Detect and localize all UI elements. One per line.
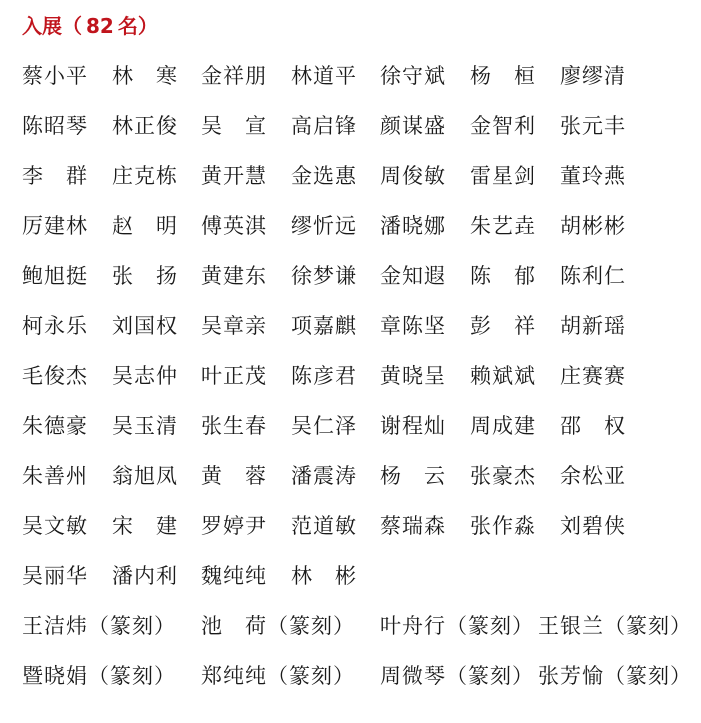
participant-name: 张生春 — [201, 414, 267, 438]
seal-carving-participant: 王银兰（篆刻） — [538, 614, 692, 638]
participant-name: 朱艺垚 — [470, 214, 536, 238]
participant-name: 雷星剑 — [470, 164, 536, 188]
participant-name: 厉建林 — [22, 214, 88, 238]
name-row — [22, 511, 692, 561]
name-grid — [22, 61, 692, 711]
participant-name: 潘晓娜 — [380, 214, 446, 238]
participant-name: 叶正茂 — [201, 364, 267, 388]
participant-name: 杨 云 — [380, 464, 446, 488]
participant-name: 黄 蓉 — [201, 464, 267, 488]
participant-name: 吴仁泽 — [291, 414, 357, 438]
participant-name: 鲍旭挺 — [22, 264, 88, 288]
participant-name: 缪忻远 — [291, 214, 357, 238]
participant-name: 潘内利 — [112, 564, 178, 588]
name-row — [22, 161, 692, 211]
participant-name: 吴丽华 — [22, 564, 88, 588]
name-row — [22, 411, 692, 461]
participant-name: 林 彬 — [291, 564, 357, 588]
participant-name: 张作淼 — [470, 514, 536, 538]
participant-name: 宋 建 — [112, 514, 178, 538]
participant-name: 周俊敏 — [380, 164, 446, 188]
title-label: 入展（ — [22, 14, 82, 38]
participant-name: 徐守斌 — [380, 64, 446, 88]
participant-name: 金选惠 — [291, 164, 357, 188]
seal-carving-participant: 郑纯纯（篆刻） — [201, 664, 355, 688]
participant-name: 黄开慧 — [201, 164, 267, 188]
participant-name: 范道敏 — [291, 514, 357, 538]
participant-name: 毛俊杰 — [22, 364, 88, 388]
participant-name: 颜谋盛 — [380, 114, 446, 138]
name-row — [22, 211, 692, 261]
participant-name: 项嘉麒 — [291, 314, 357, 338]
participant-name: 徐梦谦 — [291, 264, 357, 288]
participant-name: 吴 宣 — [201, 114, 267, 138]
seal-carving-row — [22, 661, 692, 711]
name-row — [22, 261, 692, 311]
participant-name: 董玲燕 — [560, 164, 626, 188]
title-unit: 名） — [117, 14, 158, 38]
participant-name: 魏纯纯 — [201, 564, 267, 588]
name-row — [22, 361, 692, 411]
participant-name: 翁旭凤 — [112, 464, 178, 488]
participant-name: 高启锋 — [291, 114, 357, 138]
seal-carving-participant: 池 荷（篆刻） — [201, 614, 355, 638]
participant-name: 谢程灿 — [380, 414, 446, 438]
participant-name: 林 寒 — [112, 64, 178, 88]
participant-name: 潘震涛 — [291, 464, 357, 488]
participant-name: 吴文敏 — [22, 514, 88, 538]
name-row — [22, 61, 692, 111]
participant-name: 黄晓呈 — [380, 364, 446, 388]
participant-name: 刘碧侠 — [560, 514, 626, 538]
participant-name: 金祥朋 — [201, 64, 267, 88]
participant-name: 金智利 — [470, 114, 536, 138]
participant-name: 柯永乐 — [22, 314, 88, 338]
participant-name: 刘国权 — [112, 314, 178, 338]
section-title — [22, 12, 158, 40]
participant-name: 张 扬 — [112, 264, 178, 288]
seal-carving-participant: 王洁炜（篆刻） — [22, 614, 176, 638]
participant-name: 张豪杰 — [470, 464, 536, 488]
participant-name: 金知遐 — [380, 264, 446, 288]
name-row — [22, 111, 692, 161]
seal-carving-participant: 暨晓娟（篆刻） — [22, 664, 176, 688]
participant-name: 蔡小平 — [22, 64, 88, 88]
participant-name: 吴章亲 — [201, 314, 267, 338]
participant-name: 陈彦君 — [291, 364, 357, 388]
seal-carving-row — [22, 611, 692, 661]
seal-carving-participant: 周微琴（篆刻） — [380, 664, 534, 688]
name-row — [22, 461, 692, 511]
participant-name: 彭 祥 — [470, 314, 536, 338]
name-row — [22, 561, 692, 611]
participant-name: 林道平 — [291, 64, 357, 88]
participant-name: 胡新瑶 — [560, 314, 626, 338]
participant-name: 庄克栋 — [112, 164, 178, 188]
participant-name: 杨 桓 — [470, 64, 536, 88]
seal-carving-participant: 叶舟行（篆刻） — [380, 614, 534, 638]
participant-name: 吴玉清 — [112, 414, 178, 438]
participant-name: 朱德豪 — [22, 414, 88, 438]
participant-name: 胡彬彬 — [560, 214, 626, 238]
participant-name: 张元丰 — [560, 114, 626, 138]
participant-name: 陈昭琴 — [22, 114, 88, 138]
participant-name: 周成建 — [470, 414, 536, 438]
participant-name: 李 群 — [22, 164, 88, 188]
participant-name: 陈利仁 — [560, 264, 626, 288]
seal-carving-participant: 张芳愉（篆刻） — [538, 664, 692, 688]
participant-name: 陈 郁 — [470, 264, 536, 288]
participant-name: 傅英淇 — [201, 214, 267, 238]
title-count: 82 — [86, 14, 114, 38]
participant-name: 余松亚 — [560, 464, 626, 488]
participant-name: 蔡瑞森 — [380, 514, 446, 538]
participant-name: 吴志仲 — [112, 364, 178, 388]
participant-name: 赖斌斌 — [470, 364, 536, 388]
participant-name: 邵 权 — [560, 414, 626, 438]
participant-name: 林正俊 — [112, 114, 178, 138]
participant-name: 朱善州 — [22, 464, 88, 488]
participant-name: 庄赛赛 — [560, 364, 626, 388]
participant-name: 罗婷尹 — [201, 514, 267, 538]
participant-name: 章陈坚 — [380, 314, 446, 338]
name-row — [22, 311, 692, 361]
participant-name: 廖缪清 — [560, 64, 626, 88]
participant-name: 黄建东 — [201, 264, 267, 288]
participant-name: 赵 明 — [112, 214, 178, 238]
